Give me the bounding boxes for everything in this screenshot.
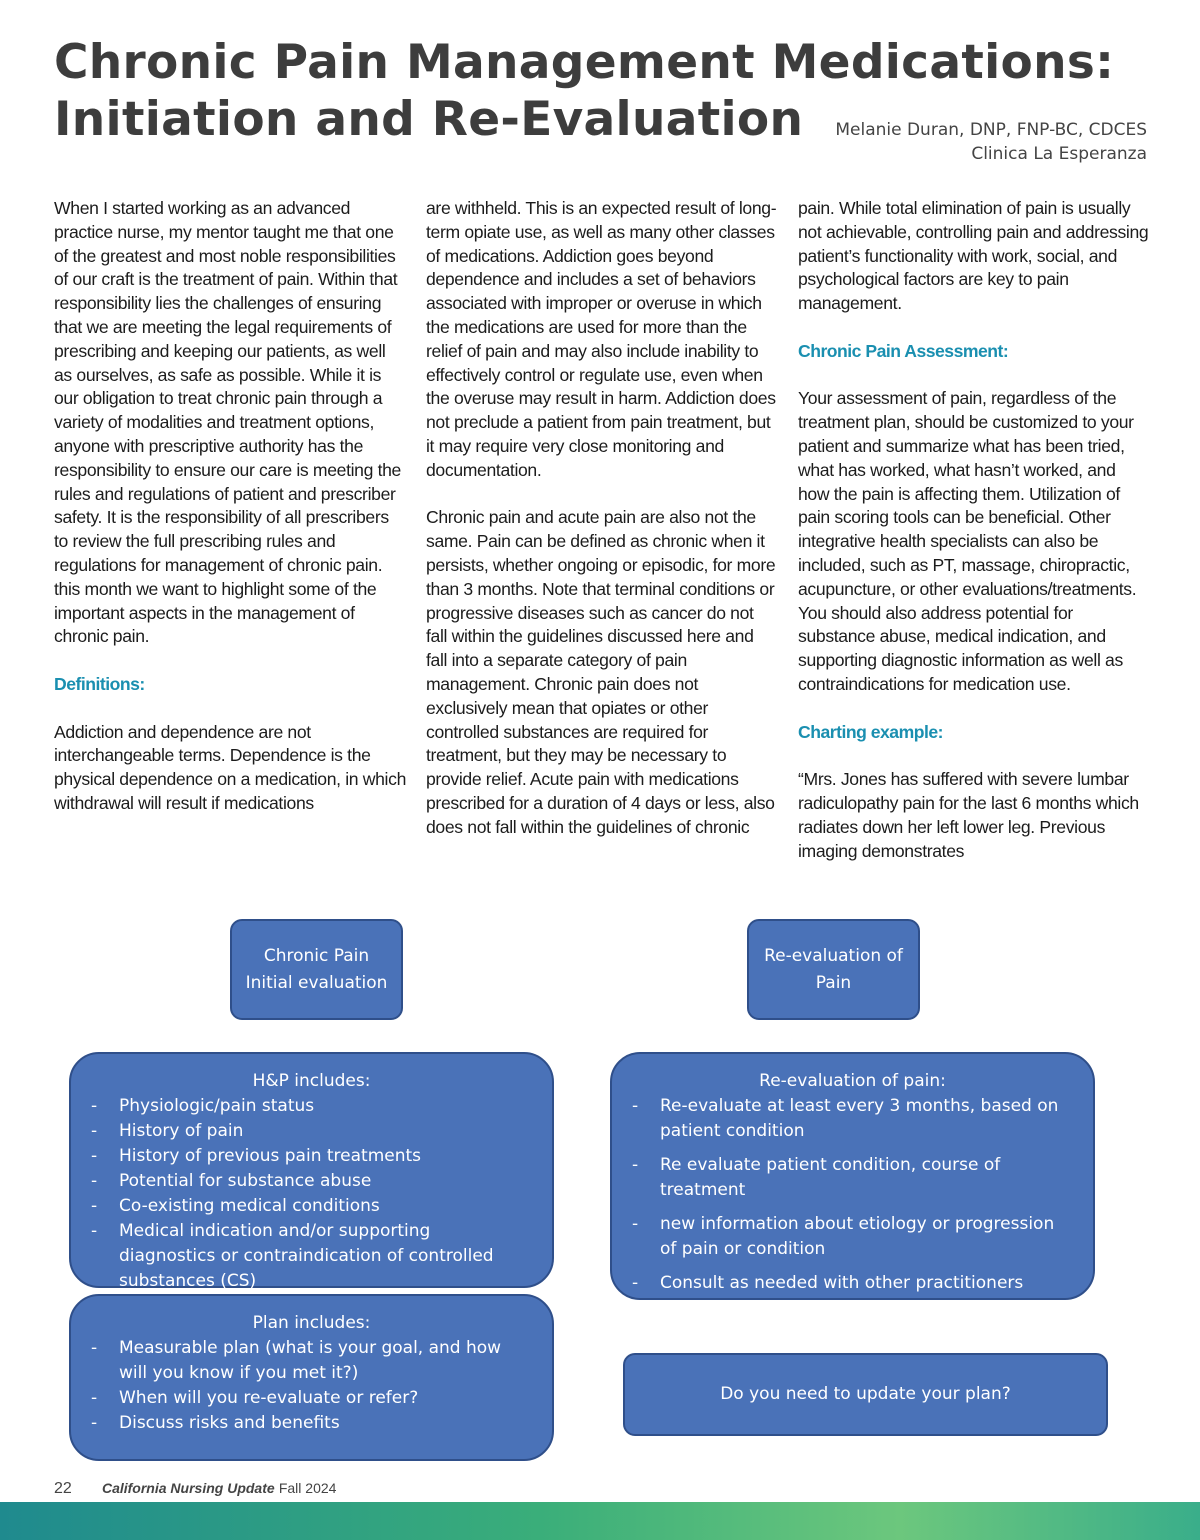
- author-name: Melanie Duran, DNP, FNP-BC, CDCES: [835, 120, 1147, 140]
- plan-includes-box: [69, 1294, 554, 1461]
- list-item: - History of previous pain treatments: [91, 1144, 532, 1169]
- list-item: - When will you re-evaluate or refer?: [91, 1386, 532, 1411]
- footer-gradient-band: [0, 1502, 1200, 1540]
- reevaluation-list: [632, 1094, 1073, 1296]
- hp-title: H&P includes:: [252, 1071, 371, 1091]
- text-column-2: [426, 197, 778, 840]
- section-heading-assessment: Chronic Pain Assessment:: [798, 340, 1009, 361]
- section-heading-definitions: Definitions:: [54, 673, 145, 694]
- list-item: - Measurable plan (what is your goal, and how will you know if you met it?): [91, 1336, 532, 1386]
- paragraph: are withheld. This is an expected result of long-term opiate use, as well as many other classes of medications. Addiction goes beyond dependence and includes a set of behaviors associated with improper or overuse in which the medications are used for more than the relief of pain and may also include inability to effectively control or regulate use, even when the overuse may result in harm. Addiction does not preclude a patient from pain treatment, but it may require very close monitoring and documentation.: [426, 198, 777, 480]
- hp-list: [91, 1094, 532, 1294]
- list-item: - Medical indication and/or supporting diagnostics or contraindication of controlled substances (CS): [91, 1219, 532, 1294]
- initial-evaluation-label: Chronic Pain Initial evaluation: [245, 945, 388, 993]
- page-footer: [54, 1480, 336, 1498]
- issue-label: Fall 2024: [278, 1480, 337, 1496]
- list-item: - History of pain: [91, 1119, 532, 1144]
- list-item: - Physiologic/pain status: [91, 1094, 532, 1119]
- paragraph: “Mrs. Jones has suffered with severe lumbar radiculopathy pain for the last 6 months which radiates down her left lower leg. Previous imaging demonstrates: [798, 769, 1139, 861]
- plan-title: Plan includes:: [252, 1313, 371, 1333]
- update-plan-box: [623, 1353, 1108, 1436]
- reevaluation-details-box: [610, 1052, 1095, 1300]
- hp-includes-box: [69, 1052, 554, 1291]
- list-item: - Re-evaluate at least every 3 months, based on patient condition: [632, 1094, 1073, 1144]
- author-organization: Clinica La Esperanza: [971, 144, 1147, 164]
- text-column-3: [798, 197, 1150, 863]
- author-block: [835, 118, 1147, 166]
- plan-list: [91, 1336, 532, 1436]
- title-line-1: Chronic Pain Management Medications:: [54, 35, 1115, 90]
- list-item: - Discuss risks and benefits: [91, 1411, 532, 1436]
- paragraph: Chronic pain and acute pain are also not the same. Pain can be defined as chronic when it persists, whether ongoing or episodic, for more than 3 months. Note that terminal conditions or progressive diseases such as cancer do not fall within the guidelines discussed here and fall into a separate category of pain management. Chronic pain does not exclusively mean that opiates or other controlled substances are required for treatment, but they may be necessary to provide relief. Acute pain with medications prescribed for a duration of 4 days or less, also does not fall within the guidelines of chronic: [426, 507, 776, 837]
- title-line-2: Initiation and Re-Evaluation: [54, 92, 804, 147]
- paragraph: Your assessment of pain, regardless of the treatment plan, should be customized to your patient and summarize what has been tried, what has worked, what hasn’t worked, and how the pain is affecting them. Utilization of pain scoring tools can be beneficial. Other integrative health specialists can also be included, such as PT, massage, chiropractic, acupuncture, or other evaluations/treatments. You should also address potential for substance abuse, medical indication, and supporting diagnostic information as well as contraindications for medication use.: [798, 388, 1137, 694]
- list-item: - Co-existing medical conditions: [91, 1194, 532, 1219]
- paragraph: pain. While total elimination of pain is usually not achievable, controlling pain and addressing patient’s functionality with work, social, and psychological factors are key to pain management.: [798, 198, 1149, 314]
- paragraph: When I started working as an advanced practice nurse, my mentor taught me that one of the greatest and most noble responsibilities of our craft is the treatment of pain. Within that responsibility lies the challenges of ensuring that we are meeting the legal requirements of prescribing and keeping our patients, as well as ourselves, as safe as possible. While it is our obligation to treat chronic pain through a variety of modalities and treatment options, anyone with prescriptive authority has the responsibility to ensure our care is meeting the rules and regulations of patient and prescriber safety. It is the responsibility of all prescribers to review the full prescribing rules and regulations for management of chronic pain. this month we want to highlight some of the important aspects in the management of chronic pain.: [54, 198, 401, 647]
- list-item: - Re evaluate patient condition, course of treatment: [632, 1153, 1073, 1203]
- initial-evaluation-box: [230, 919, 403, 1020]
- reevaluation-box: [747, 919, 920, 1020]
- paragraph: Addiction and dependence are not interchangeable terms. Dependence is the physical dependence on a medication, in which withdrawal will result if medications: [54, 721, 407, 813]
- reevaluation-title: Re-evaluation of pain:: [759, 1071, 946, 1091]
- list-item: - Consult as needed with other practitioners: [632, 1271, 1073, 1296]
- page-number: 22: [54, 1480, 72, 1497]
- list-item: - new information about etiology or progression of pain or condition: [632, 1212, 1073, 1262]
- reevaluation-label: Re-evaluation of Pain: [764, 945, 903, 993]
- publication-name: California Nursing Update: [101, 1480, 275, 1496]
- list-item: - Potential for substance abuse: [91, 1169, 532, 1194]
- text-column-1: [54, 197, 406, 816]
- update-plan-label: Do you need to update your plan?: [720, 1384, 1011, 1404]
- section-heading-charting: Charting example:: [798, 721, 943, 742]
